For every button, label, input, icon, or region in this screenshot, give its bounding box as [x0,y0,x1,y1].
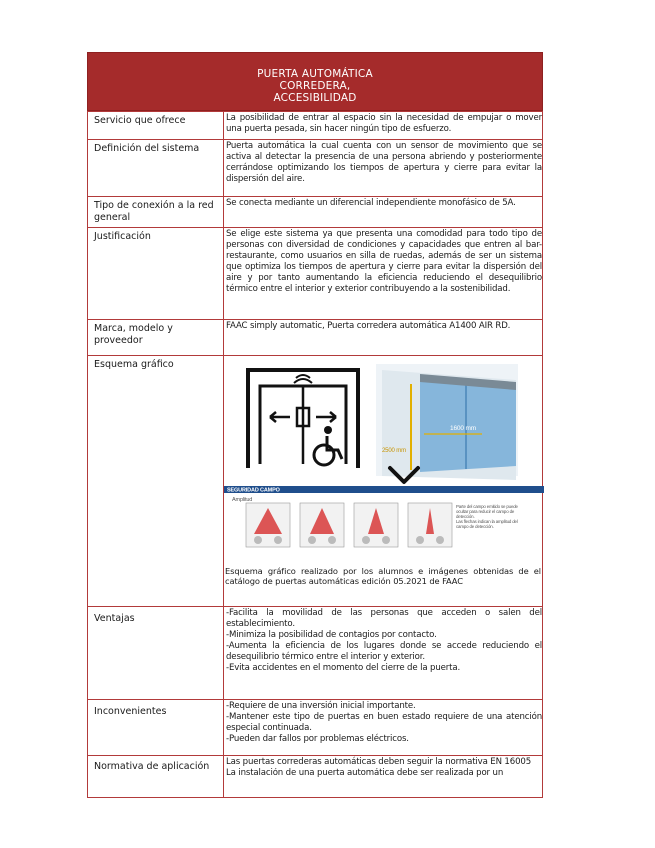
note-line-4: Las flechas indican la amplitud del [456,519,518,524]
detection-panel-4 [408,503,452,547]
note-line-3: detección. [456,514,475,519]
scheme-caption: Esquema gráfico realizado por los alumnos e imágenes obtenidas de el catálogo de puertas automáticas edición 05.2021 de FAAC [225,566,541,586]
normativa-text-2: La instalación de una puerta automática debe ser realizada por un [226,768,504,778]
door-photo [376,364,518,480]
label-servicio: Servicio que ofrece [88,112,224,140]
label-normativa: Normativa de aplicación [88,756,224,798]
title-line-1: PUERTA AUTOMÁTICA [257,68,373,80]
label-conexion: Tipo de conexión a la red general [88,197,224,228]
ventaja-item: -Facilita la movilidad de las personas que acceden o salen del establecimiento. [226,608,542,629]
row-esquema [88,356,543,607]
spec-table [87,111,543,798]
ventaja-item: -Evita accidentes en el momento del cierre de la puerta. [226,663,461,673]
row-conexion [88,197,543,228]
value-definicion: Puerta automática la cual cuenta con un sensor de movimiento que se activa al detectar la presencia de una persona abriendo y posteriormente cerrándose optimizando los tiempos de apertura y cierre para evitar la dispersión del aire. [224,140,543,197]
row-servicio [88,112,543,140]
label-marca: Marca, modelo y proveedor [88,320,224,356]
row-ventajas [88,607,543,700]
title-line-2: CORREDERA, [279,80,351,92]
inconveniente-item: -Pueden dar fallos por problemas eléctricos. [226,734,409,744]
detection-panel-3 [354,503,398,547]
value-marca: FAAC simply automatic, Puerta corredera automática A1400 AIR RD. [224,320,543,356]
value-inconvenientes [224,700,543,756]
label-inconvenientes: Inconvenientes [88,700,224,756]
normativa-text-1: Las puertas correderas automáticas deben seguir la normativa EN 16005 [226,757,532,767]
value-justificacion: Se elige este sistema ya que presenta una comodidad para todo tipo de personas con diversidad de condiciones y capacidades que entren al bar-restaurante, como usuarios en silla de ruedas, además de ser un sistema que optimiza los tiempos de apertura y cierre para evitar la dispersión del aire y por tanto aumentando la eficiencia reduciendo el desequilibrio térmico entre el interior y exterior contribuyendo a la sostenibilidad. [224,228,543,320]
inconveniente-item: -Mantener este tipo de puertas en buen estado requiere de una atención especial continuada. [226,712,542,733]
door-pictogram [238,362,368,470]
value-normativa [224,756,543,798]
inconveniente-item: -Requiere de una inversión inicial importante. [226,701,416,711]
label-ventajas: Ventajas [88,607,224,700]
photo-height-line [410,384,412,470]
note-line-5: campo de detección. [456,524,494,529]
ventaja-item: -Aumenta la eficiencia de los lugares donde se accede reduciendo el desequilibrio térmico entre el interior y exterior. [226,641,542,662]
ventaja-item: -Minimiza la posibilidad de contagios por contacto. [226,630,437,640]
label-justificacion: Justificación [88,228,224,320]
value-conexion: Se conecta mediante un diferencial independiente monofásico de 5A. [224,197,543,228]
detection-note [456,504,519,529]
label-definicion: Definición del sistema [88,140,224,197]
datasheet [87,52,543,798]
value-ventajas [224,607,543,700]
scheme-svg [224,356,544,566]
note-line-1: Parte del campo emitido se puede [456,504,518,509]
detection-panels [246,503,452,547]
row-definicion [88,140,543,197]
photo-label-1600: 1600 mm [450,425,477,432]
note-line-2: ocultar para reducir el campo de [456,509,515,514]
detection-panel-2 [300,503,344,547]
photo-label-2500: 2500 mm [382,448,406,454]
title-line-3: ACCESIBILIDAD [273,92,357,104]
band-title: SEGURIDAD CAMPO [227,487,280,494]
band-subtitle: Amplitud [232,497,253,503]
row-inconvenientes [88,700,543,756]
detection-panel-1 [246,503,290,547]
row-normativa [88,756,543,798]
row-marca [88,320,543,356]
label-esquema: Esquema gráfico [88,356,224,607]
row-justificacion [88,228,543,320]
value-servicio: La posibilidad de entrar al espacio sin la necesidad de empujar o mover una puerta pesada, sin hacer ningún tipo de esfuerzo. [224,112,543,140]
scheme-graphic [224,356,542,566]
sheet-header [87,52,543,111]
